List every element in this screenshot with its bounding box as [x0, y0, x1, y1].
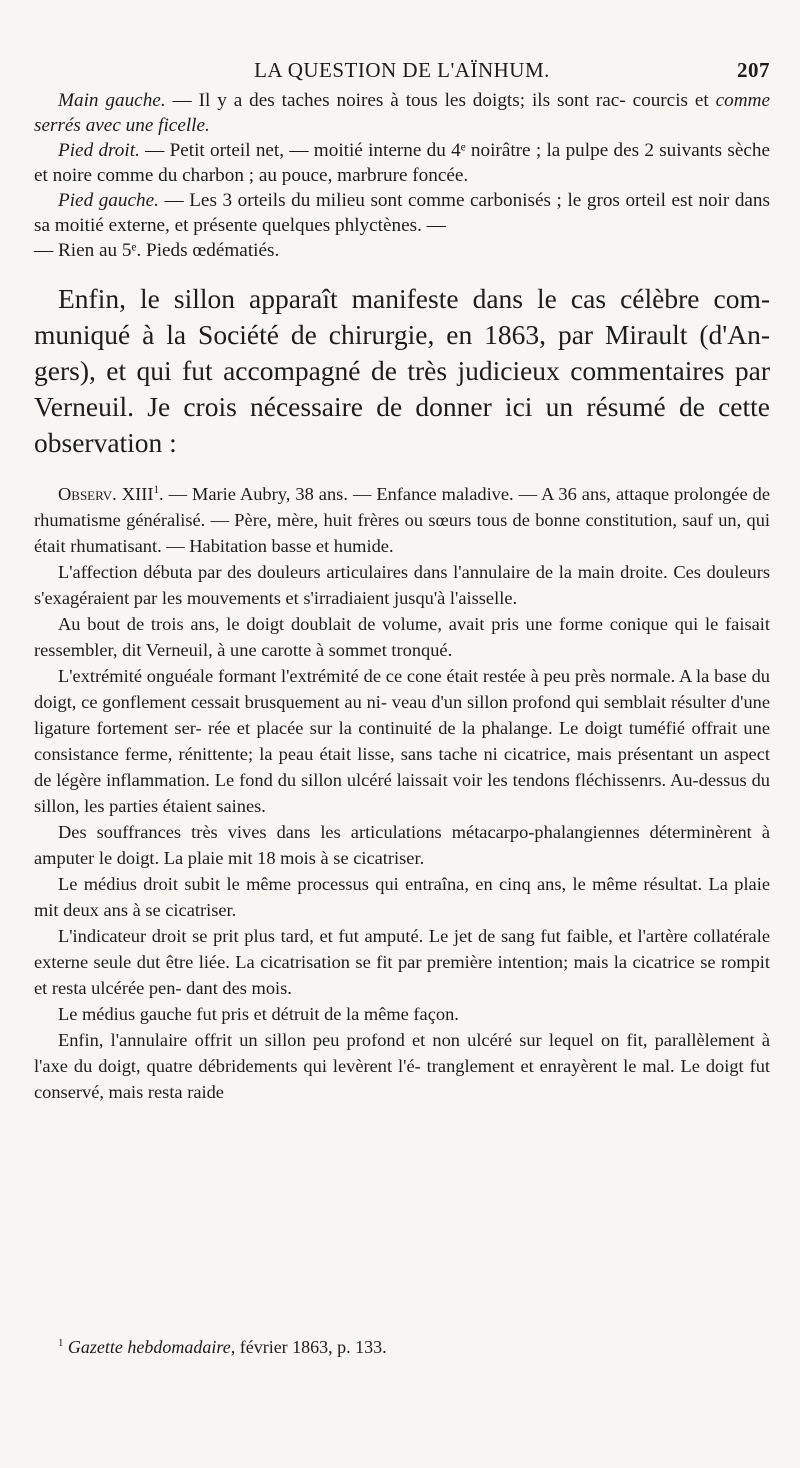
observation-paragraph: L'affection débuta par des douleurs articulaires dans l'annulaire de la main droite. Ces douleurs s'exagéraient par les mouvements et s'irradiaient jusqu'à l'aisselle.	[34, 562, 770, 608]
observation	[34, 481, 770, 1105]
case-lead: Pied gauche.	[58, 190, 159, 211]
observation-paragraph: Le médius droit subit le même processus qui entraîna, en cinq ans, le même résultat. La plaie mit deux ans à se cicatriser.	[34, 874, 770, 920]
observation-paragraph: L'extrémité onguéale formant l'extrémité de ce cone était restée à peu près normale. A la base du doigt, ce gonflement cessait brusquement au ni- veau d'un sillon profond qui semblait résulter d'une ligature fortement ser- rée et placée sur la continuité de la phalange. Le doigt tuméfié offrait une consistance ferme, rénittente; la peau était lisse, sans tache ni cicatrice, mais présentant un aspect de légère inflammation. Le fond du sillon ulcéré laissait voir les tendons fléchissenrs. Au-dessus du sillon, les parties étaient saines.	[34, 666, 770, 816]
observation-paragraph: Enfin, l'annulaire offrit un sillon peu profond et non ulcéré sur lequel on fit, parallèlement à l'axe du doigt, quatre débridements qui levèrent l'é- tranglement et enrayèrent le mal. Le doigt fut conservé, mais resta raide	[34, 1030, 770, 1102]
running-title: LA QUESTION DE L'AÏNHUM.	[254, 58, 550, 82]
observation-label: Observ.	[58, 484, 117, 504]
footnote-mark: 1	[58, 1337, 64, 1349]
observation-paragraph: Des souffrances très vives dans les articulations métacarpo-phalangiennes déterminèrent à amputer le doigt. La plaie mit 18 mois à se cicatriser.	[34, 822, 770, 868]
case-paragraph: Main gauche. — Il y a des taches noires à tous les doigts; ils sont rac- courcis et comme serrés avec une ficelle.	[34, 90, 770, 136]
case-lead: Main gauche.	[58, 90, 166, 111]
case-lead: Pied droit.	[58, 140, 140, 161]
footnote: $^1$ Gazette hebdomadaire, février 1863, p. 133.	[58, 1337, 387, 1357]
case-description	[34, 88, 770, 263]
case-paragraph: Pied droit. — Petit orteil net, — moitié interne du 4ᵉ noirâtre ; la pulpe des 2 suivants sèche et noire comme du charbon ; au pouce, marbrure foncée.	[34, 140, 770, 186]
observation-intro: Observ. XIII$^1$. — Marie Aubry, 38 ans. — Enfance maladive. — A 36 ans, attaque prolongée de rhumatisme généralisé. — Père, mère, huit frères ou sœurs tous de bonne constitution, sauf un, qui était rhumatisant. — Habitation basse et humide.	[34, 483, 770, 556]
running-header	[34, 58, 770, 88]
case-paragraph: — Rien au 5ᵉ. Pieds œdématiés.	[34, 240, 280, 261]
page-number: 207	[737, 58, 770, 82]
footnote-source: Gazette hebdomadaire,	[67, 1337, 236, 1357]
page	[34, 58, 770, 1105]
observation-paragraph: Le médius gauche fut pris et détruit de la même façon.	[58, 1004, 459, 1024]
observation-paragraph: L'indicateur droit se prit plus tard, et fut amputé. Le jet de sang fut faible, et l'artère collatérale externe seule dut être liée. La cicatrisation se fit par première intention; mais la cicatrice se rompit et resta ulcérée pen- dant des mois.	[34, 926, 770, 998]
observation-number: XIII	[121, 484, 154, 504]
observation-paragraph: Au bout de trois ans, le doigt doublait de volume, avait pris une forme conique qui le faisait ressembler, dit Verneuil, à une carotte à sommet tronqué.	[34, 614, 770, 660]
large-paragraph: Enfin, le sillon apparaît manifeste dans le cas célèbre com- muniqué à la Société de chirurgie, en 1863, par Mirault (d'An- gers), et qui fut accompagné de très judicieux commentaires par Verneuil. Je crois nécessaire de donner ici un résumé de cette observation :	[34, 283, 770, 458]
case-paragraph: Pied gauche. — Les 3 orteils du milieu sont comme carbonisés ; le gros orteil est noir dans sa moitié externe, et présente quelques phlyctènes. —	[34, 190, 770, 236]
footnote-ref: 1	[153, 483, 159, 496]
